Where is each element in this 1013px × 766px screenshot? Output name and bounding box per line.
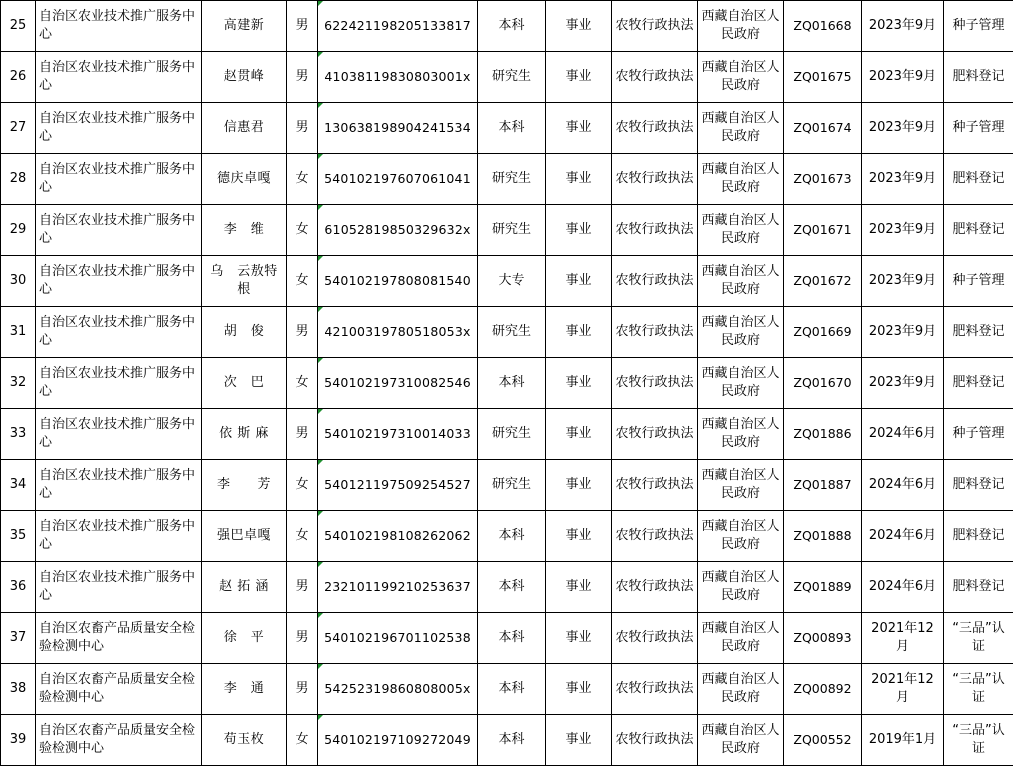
education-cell: 研究生 (478, 307, 546, 358)
education-cell: 大专 (478, 256, 546, 307)
row-number-cell: 32 (1, 358, 36, 409)
gender-cell: 女 (287, 358, 318, 409)
issue-date-cell: 2019年1月 (862, 715, 944, 766)
certificate-number-cell: ZQ01674 (784, 103, 862, 154)
certificate-number-cell: ZQ01889 (784, 562, 862, 613)
certificate-number-cell: ZQ01668 (784, 1, 862, 52)
issuing-authority-cell: 西藏自治区人民政府 (698, 205, 784, 256)
row-number-cell: 25 (1, 1, 36, 52)
education-cell: 研究生 (478, 52, 546, 103)
table-row (1, 1, 1013, 52)
gender-cell: 男 (287, 52, 318, 103)
education-cell: 研究生 (478, 205, 546, 256)
gender-cell: 男 (287, 103, 318, 154)
issue-date-cell: 2024年6月 (862, 562, 944, 613)
staff-type-cell: 事业 (546, 256, 612, 307)
enforcement-category-cell: 农牧行政执法 (612, 613, 698, 664)
person-name-cell: 赵 拓 涵 (202, 562, 287, 613)
staff-type-cell: 事业 (546, 613, 612, 664)
duty-area-cell: 肥料登记 (944, 460, 1013, 511)
duty-area-cell: “三品”认证 (944, 613, 1013, 664)
issuing-authority-cell: 西藏自治区人民政府 (698, 103, 784, 154)
gender-cell: 男 (287, 1, 318, 52)
row-number-cell: 37 (1, 613, 36, 664)
issue-date-cell: 2024年6月 (862, 460, 944, 511)
organization-cell: 自治区农业技术推广服务中心 (36, 154, 202, 205)
person-name-cell: 苟玉枚 (202, 715, 287, 766)
education-cell: 本科 (478, 613, 546, 664)
duty-area-cell: 种子管理 (944, 103, 1013, 154)
education-cell: 研究生 (478, 409, 546, 460)
issue-date-cell: 2021年12月 (862, 613, 944, 664)
staff-type-cell: 事业 (546, 307, 612, 358)
organization-cell: 自治区农畜产品质量安全检验检测中心 (36, 715, 202, 766)
enforcement-category-cell: 农牧行政执法 (612, 460, 698, 511)
person-name-cell: 高建新 (202, 1, 287, 52)
person-name-cell: 李 芳 (202, 460, 287, 511)
organization-cell: 自治区农业技术推广服务中心 (36, 562, 202, 613)
gender-cell: 女 (287, 205, 318, 256)
duty-area-cell: 肥料登记 (944, 307, 1013, 358)
row-number-cell: 28 (1, 154, 36, 205)
organization-cell: 自治区农业技术推广服务中心 (36, 307, 202, 358)
issuing-authority-cell: 西藏自治区人民政府 (698, 460, 784, 511)
gender-cell: 女 (287, 715, 318, 766)
gender-cell: 男 (287, 613, 318, 664)
duty-area-cell: “三品”认证 (944, 715, 1013, 766)
issue-date-cell: 2023年9月 (862, 358, 944, 409)
table-row (1, 460, 1013, 511)
person-name-cell: 徐 平 (202, 613, 287, 664)
enforcement-category-cell: 农牧行政执法 (612, 511, 698, 562)
duty-area-cell: 肥料登记 (944, 205, 1013, 256)
staff-type-cell: 事业 (546, 358, 612, 409)
issuing-authority-cell: 西藏自治区人民政府 (698, 256, 784, 307)
education-cell: 本科 (478, 562, 546, 613)
table-row (1, 562, 1013, 613)
duty-area-cell: 种子管理 (944, 1, 1013, 52)
person-name-cell: 依 斯 麻 (202, 409, 287, 460)
organization-cell: 自治区农畜产品质量安全检验检测中心 (36, 613, 202, 664)
issuing-authority-cell: 西藏自治区人民政府 (698, 154, 784, 205)
enforcement-category-cell: 农牧行政执法 (612, 664, 698, 715)
id-number-cell: 540102197607061041 (318, 154, 478, 205)
education-cell: 研究生 (478, 154, 546, 205)
issue-date-cell: 2023年9月 (862, 256, 944, 307)
issuing-authority-cell: 西藏自治区人民政府 (698, 715, 784, 766)
duty-area-cell: 肥料登记 (944, 154, 1013, 205)
table-row (1, 256, 1013, 307)
row-number-cell: 36 (1, 562, 36, 613)
education-cell: 本科 (478, 715, 546, 766)
issuing-authority-cell: 西藏自治区人民政府 (698, 511, 784, 562)
person-name-cell: 次 巴 (202, 358, 287, 409)
issuing-authority-cell: 西藏自治区人民政府 (698, 52, 784, 103)
organization-cell: 自治区农业技术推广服务中心 (36, 103, 202, 154)
organization-cell: 自治区农畜产品质量安全检验检测中心 (36, 664, 202, 715)
issuing-authority-cell: 西藏自治区人民政府 (698, 1, 784, 52)
certificate-number-cell: ZQ01888 (784, 511, 862, 562)
certificate-number-cell: ZQ01669 (784, 307, 862, 358)
table-row (1, 511, 1013, 562)
issuing-authority-cell: 西藏自治区人民政府 (698, 664, 784, 715)
staff-type-cell: 事业 (546, 154, 612, 205)
id-number-cell: 130638198904241534 (318, 103, 478, 154)
row-number-cell: 31 (1, 307, 36, 358)
education-cell: 本科 (478, 664, 546, 715)
issue-date-cell: 2023年9月 (862, 103, 944, 154)
id-number-cell: 540102197109272049 (318, 715, 478, 766)
issue-date-cell: 2023年9月 (862, 154, 944, 205)
staff-type-cell: 事业 (546, 52, 612, 103)
enforcement-category-cell: 农牧行政执法 (612, 307, 698, 358)
issue-date-cell: 2023年9月 (862, 52, 944, 103)
staff-type-cell: 事业 (546, 460, 612, 511)
certificate-number-cell: ZQ01672 (784, 256, 862, 307)
staff-type-cell: 事业 (546, 103, 612, 154)
certificate-number-cell: ZQ01673 (784, 154, 862, 205)
id-number-cell: 61052819850329632x (318, 205, 478, 256)
enforcement-category-cell: 农牧行政执法 (612, 1, 698, 52)
certificate-number-cell: ZQ01886 (784, 409, 862, 460)
id-number-cell: 540102197310014033 (318, 409, 478, 460)
duty-area-cell: “三品”认证 (944, 664, 1013, 715)
row-number-cell: 27 (1, 103, 36, 154)
row-number-cell: 34 (1, 460, 36, 511)
duty-area-cell: 种子管理 (944, 409, 1013, 460)
enforcement-category-cell: 农牧行政执法 (612, 256, 698, 307)
staff-type-cell: 事业 (546, 205, 612, 256)
education-cell: 研究生 (478, 460, 546, 511)
staff-type-cell: 事业 (546, 409, 612, 460)
enforcement-category-cell: 农牧行政执法 (612, 154, 698, 205)
id-number-cell: 54252319860808005x (318, 664, 478, 715)
issue-date-cell: 2023年9月 (862, 205, 944, 256)
staff-type-cell: 事业 (546, 511, 612, 562)
row-number-cell: 39 (1, 715, 36, 766)
duty-area-cell: 肥料登记 (944, 562, 1013, 613)
table-row (1, 154, 1013, 205)
enforcement-category-cell: 农牧行政执法 (612, 103, 698, 154)
organization-cell: 自治区农业技术推广服务中心 (36, 511, 202, 562)
enforcement-category-cell: 农牧行政执法 (612, 358, 698, 409)
education-cell: 本科 (478, 511, 546, 562)
organization-cell: 自治区农业技术推广服务中心 (36, 205, 202, 256)
id-number-cell: 540102197808081540 (318, 256, 478, 307)
table-row (1, 358, 1013, 409)
gender-cell: 女 (287, 154, 318, 205)
table-row (1, 103, 1013, 154)
row-number-cell: 35 (1, 511, 36, 562)
certificate-number-cell: ZQ01671 (784, 205, 862, 256)
issuing-authority-cell: 西藏自治区人民政府 (698, 409, 784, 460)
gender-cell: 女 (287, 460, 318, 511)
staff-type-cell: 事业 (546, 715, 612, 766)
issue-date-cell: 2021年12月 (862, 664, 944, 715)
issue-date-cell: 2024年6月 (862, 511, 944, 562)
id-number-cell: 540102196701102538 (318, 613, 478, 664)
id-number-cell: 540102197310082546 (318, 358, 478, 409)
staff-type-cell: 事业 (546, 664, 612, 715)
organization-cell: 自治区农业技术推广服务中心 (36, 256, 202, 307)
issuing-authority-cell: 西藏自治区人民政府 (698, 562, 784, 613)
person-name-cell: 赵贯峰 (202, 52, 287, 103)
id-number-cell: 41038119830803001x (318, 52, 478, 103)
gender-cell: 女 (287, 256, 318, 307)
row-number-cell: 30 (1, 256, 36, 307)
person-name-cell: 李 通 (202, 664, 287, 715)
certificate-number-cell: ZQ00892 (784, 664, 862, 715)
table-row (1, 715, 1013, 766)
person-name-cell: 乌 云敖特根 (202, 256, 287, 307)
duty-area-cell: 种子管理 (944, 256, 1013, 307)
gender-cell: 男 (287, 307, 318, 358)
duty-area-cell: 肥料登记 (944, 358, 1013, 409)
gender-cell: 男 (287, 664, 318, 715)
issuing-authority-cell: 西藏自治区人民政府 (698, 307, 784, 358)
person-name-cell: 强巴卓嘎 (202, 511, 287, 562)
enforcement-category-cell: 农牧行政执法 (612, 409, 698, 460)
enforcement-category-cell: 农牧行政执法 (612, 562, 698, 613)
person-name-cell: 信惠君 (202, 103, 287, 154)
table-row (1, 52, 1013, 103)
table-row (1, 409, 1013, 460)
certificate-number-cell: ZQ01670 (784, 358, 862, 409)
education-cell: 本科 (478, 103, 546, 154)
organization-cell: 自治区农业技术推广服务中心 (36, 358, 202, 409)
organization-cell: 自治区农业技术推广服务中心 (36, 409, 202, 460)
organization-cell: 自治区农业技术推广服务中心 (36, 1, 202, 52)
enforcement-category-cell: 农牧行政执法 (612, 205, 698, 256)
issue-date-cell: 2023年9月 (862, 307, 944, 358)
organization-cell: 自治区农业技术推广服务中心 (36, 460, 202, 511)
gender-cell: 男 (287, 562, 318, 613)
issue-date-cell: 2023年9月 (862, 1, 944, 52)
table-body (1, 1, 1013, 766)
table-row (1, 664, 1013, 715)
certificate-number-cell: ZQ00893 (784, 613, 862, 664)
person-name-cell: 李 维 (202, 205, 287, 256)
id-number-cell: 540121197509254527 (318, 460, 478, 511)
issuing-authority-cell: 西藏自治区人民政府 (698, 358, 784, 409)
person-name-cell: 胡 俊 (202, 307, 287, 358)
duty-area-cell: 肥料登记 (944, 511, 1013, 562)
certificate-number-cell: ZQ01675 (784, 52, 862, 103)
enforcement-category-cell: 农牧行政执法 (612, 52, 698, 103)
issue-date-cell: 2024年6月 (862, 409, 944, 460)
row-number-cell: 26 (1, 52, 36, 103)
education-cell: 本科 (478, 1, 546, 52)
row-number-cell: 33 (1, 409, 36, 460)
issuing-authority-cell: 西藏自治区人民政府 (698, 613, 784, 664)
id-number-cell: 622421198205133817 (318, 1, 478, 52)
person-name-cell: 德庆卓嘎 (202, 154, 287, 205)
id-number-cell: 42100319780518053x (318, 307, 478, 358)
row-number-cell: 38 (1, 664, 36, 715)
gender-cell: 男 (287, 409, 318, 460)
row-number-cell: 29 (1, 205, 36, 256)
staff-type-cell: 事业 (546, 562, 612, 613)
table-row (1, 205, 1013, 256)
certificate-number-cell: ZQ00552 (784, 715, 862, 766)
id-number-cell: 232101199210253637 (318, 562, 478, 613)
duty-area-cell: 肥料登记 (944, 52, 1013, 103)
table-row (1, 307, 1013, 358)
certificate-number-cell: ZQ01887 (784, 460, 862, 511)
gender-cell: 女 (287, 511, 318, 562)
organization-cell: 自治区农业技术推广服务中心 (36, 52, 202, 103)
staff-type-cell: 事业 (546, 1, 612, 52)
enforcement-category-cell: 农牧行政执法 (612, 715, 698, 766)
id-number-cell: 540102198108262062 (318, 511, 478, 562)
education-cell: 本科 (478, 358, 546, 409)
table-row (1, 613, 1013, 664)
